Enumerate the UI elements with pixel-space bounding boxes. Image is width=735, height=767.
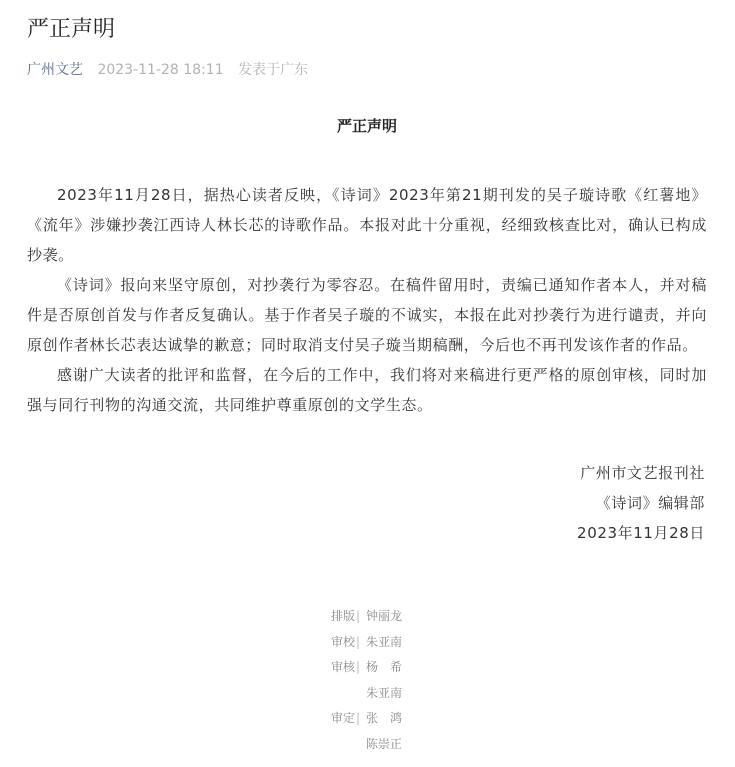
page-title: 严正声明 (27, 17, 116, 42)
credit-separator: | (356, 634, 361, 649)
credit-row (0, 732, 735, 758)
credit-row (0, 706, 735, 732)
paragraph-3: 感谢广大读者的批评和监督，在今后的工作中，我们将对来稿进行更严格的原创审核，同时加强与同行刊物的沟通交流，共同维护尊重原创的文学生态。 (27, 366, 707, 414)
signature-organization: 广州市文艺报刊社 (580, 464, 705, 482)
credit-separator: | (356, 609, 361, 623)
credit-name: 朱亚南 (366, 685, 403, 700)
signature-department: 《诗词》编辑部 (595, 494, 705, 512)
credit-row (0, 604, 735, 630)
credit-row (0, 655, 735, 681)
credit-label: 审校 (330, 634, 355, 649)
signature-block (27, 458, 707, 548)
credit-separator: | (356, 711, 361, 725)
article-heading: 严正声明 (336, 117, 397, 135)
credit-name: 张 鸿 (366, 711, 403, 725)
credit-name: 杨 希 (366, 660, 403, 674)
article-meta (27, 58, 318, 82)
publish-location: 发表于广东 (238, 62, 309, 78)
paragraph-2: 《诗词》报向来坚守原创，对抄袭行为零容忍。在稿件留用时，责编已通知作者本人，并对稿件是否原创首发与作者反复确认。基于作者吴子璇的不诚实，本报在此对抄袭行为进行谴责，并向原创作者林长芯表达诚挚的歉意；同时取消支付吴子璇当期稿酬，今后也不再刊发该作者的作品。 (27, 276, 707, 354)
credit-name: 陈崇正 (366, 736, 403, 751)
credit-name: 钟丽龙 (366, 609, 403, 623)
editorial-credits (0, 604, 735, 757)
credit-name: 朱亚南 (366, 634, 403, 649)
credit-separator: | (356, 660, 361, 674)
publish-time: 2023-11-28 18:11 (97, 62, 224, 78)
signature-date: 2023年11月28日 (577, 524, 705, 542)
account-name-link[interactable]: 广州文艺 (27, 62, 83, 78)
paragraph-1: 2023年11月28日，据热心读者反映，《诗词》2023年第21期刊发的吴子璇诗歌《红薯地》《流年》涉嫌抄袭江西诗人林长芯的诗歌作品。本报对此十分重视，经细致核查比对，确认已构成抄袭。 (27, 186, 707, 264)
credit-label: 审定 (330, 711, 355, 725)
credit-row (0, 630, 735, 656)
article-body (27, 112, 707, 548)
credit-label: 排版 (330, 609, 355, 623)
credit-row (0, 681, 735, 707)
credit-label: 审核 (330, 660, 355, 674)
